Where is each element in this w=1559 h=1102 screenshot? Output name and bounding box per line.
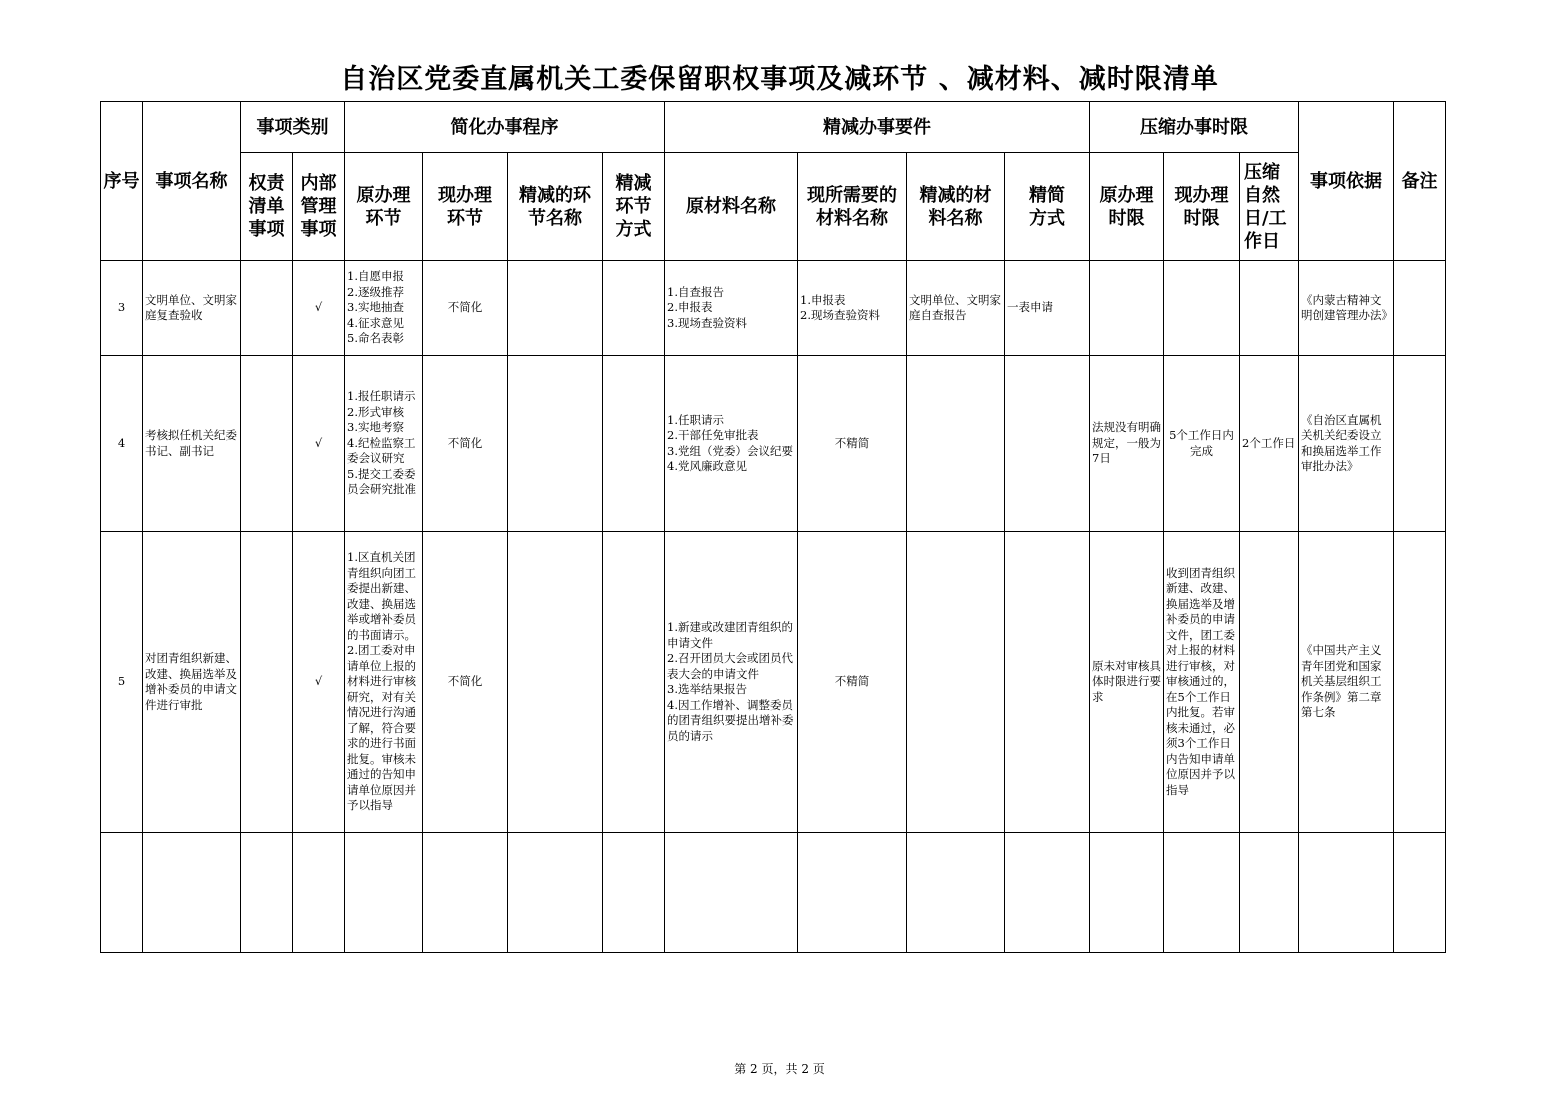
empty-cell: [603, 833, 665, 953]
group-reduce-header: 精减办事要件: [665, 102, 1090, 153]
empty-cell: [1164, 833, 1240, 953]
col-orig-steps-header: 原办理环节: [345, 153, 423, 261]
cell-seq: 3: [101, 261, 143, 356]
col-remark-header: 备注: [1394, 102, 1446, 261]
cell-basis: 《中国共产主义青年团党和国家机关基层组织工作条例》第二章第七条: [1299, 532, 1394, 833]
cell-cut-materials: 文明单位、文明家庭自查报告: [907, 261, 1005, 356]
table-row: [101, 356, 1446, 532]
cell-cut-steps: [508, 356, 603, 532]
cell-compress-days: [1240, 261, 1299, 356]
cell-orig-materials: 1.任职请示 2.干部任免审批表 3.党组（党委）会议纪要 4.党风廉政意见: [665, 356, 798, 532]
cell-remark: [1394, 356, 1446, 532]
cell-cut-steps: [508, 261, 603, 356]
cell-cut-materials: [907, 356, 1005, 532]
table-row: [101, 532, 1446, 833]
col-simplify-method-header: 精简方式: [1005, 153, 1090, 261]
reform-list-table: [100, 101, 1446, 953]
cell-internal: √: [293, 261, 345, 356]
col-cur-time-header: 现办理时限: [1164, 153, 1240, 261]
cell-cur-materials: 1.申报表 2.现场查验资料: [798, 261, 907, 356]
cell-cur-time: 5个工作日内完成: [1164, 356, 1240, 532]
cell-compress-days: 2个工作日: [1240, 356, 1299, 532]
empty-cell: [423, 833, 508, 953]
cell-simplify-method: 一表申请: [1005, 261, 1090, 356]
empty-cell: [665, 833, 798, 953]
cell-orig-time: 原未对审核具体时限进行要求: [1090, 532, 1164, 833]
empty-cell: [143, 833, 241, 953]
col-cur-materials-header: 现所需要的材料名称: [798, 153, 907, 261]
col-orig-time-header: 原办理时限: [1090, 153, 1164, 261]
cell-orig-time: 法规没有明确规定，一般为7日: [1090, 356, 1164, 532]
empty-cell: [1299, 833, 1394, 953]
empty-cell: [1090, 833, 1164, 953]
cell-name: 对团青组织新建、改建、换届选举及增补委员的申请文件进行审批: [143, 532, 241, 833]
cell-basis: 《自治区直属机关机关纪委设立和换届选举工作审批办法》: [1299, 356, 1394, 532]
cell-cut-materials: [907, 532, 1005, 833]
col-name-header: 事项名称: [143, 102, 241, 261]
cell-orig-time: [1090, 261, 1164, 356]
col-basis-header: 事项依据: [1299, 102, 1394, 261]
empty-cell: [345, 833, 423, 953]
empty-cell: [1005, 833, 1090, 953]
cell-simplify-method: [1005, 356, 1090, 532]
empty-cell: [508, 833, 603, 953]
header-row-2: [101, 153, 1446, 261]
empty-cell: [798, 833, 907, 953]
cell-cur-time: [1164, 261, 1240, 356]
cell-cut-method: [603, 356, 665, 532]
col-cut-materials-header: 精减的材料名称: [907, 153, 1005, 261]
cell-orig-steps: 1.报任职请示 2.形式审核 3.实地考察 4.纪检监察工委会议研究 5.提交工委委员会研究批准: [345, 356, 423, 532]
cell-internal: √: [293, 532, 345, 833]
col-seq-header: 序号: [101, 102, 143, 261]
cell-cut-steps: [508, 532, 603, 833]
cell-power-list: [241, 261, 293, 356]
group-compress-header: 压缩办事时限: [1090, 102, 1299, 153]
empty-cell: [101, 833, 143, 953]
cell-cut-method: [603, 532, 665, 833]
empty-cell: [1240, 833, 1299, 953]
cell-orig-steps: 1.自愿申报 2.逐级推荐 3.实地抽查 4.征求意见 5.命名表彰: [345, 261, 423, 356]
col-power-list-header: 权责清单事项: [241, 153, 293, 261]
cell-basis: 《内蒙古精神文明创建管理办法》: [1299, 261, 1394, 356]
empty-cell: [907, 833, 1005, 953]
table-row: [101, 261, 1446, 356]
cell-seq: 5: [101, 532, 143, 833]
empty-cell: [1394, 833, 1446, 953]
col-cut-steps-header: 精减的环节名称: [508, 153, 603, 261]
header-row-1: [101, 102, 1446, 153]
col-cur-steps-header: 现办理环节: [423, 153, 508, 261]
cell-cut-method: [603, 261, 665, 356]
col-orig-materials-header: 原材料名称: [665, 153, 798, 261]
empty-cell: [241, 833, 293, 953]
cell-cur-steps: 不简化: [423, 532, 508, 833]
group-simplify-header: 简化办事程序: [345, 102, 665, 153]
cell-cur-materials: 不精简: [798, 356, 907, 532]
cell-orig-materials: 1.新建或改建团青组织的申请文件 2.召开团员大会或团员代表大会的申请文件 3.选举结果报告 4.因工作增补、调整委员的团青组织要提出增补委员的请示: [665, 532, 798, 833]
col-internal-header: 内部管理事项: [293, 153, 345, 261]
group-category-header: 事项类别: [241, 102, 345, 153]
cell-remark: [1394, 532, 1446, 833]
cell-simplify-method: [1005, 532, 1090, 833]
cell-remark: [1394, 261, 1446, 356]
cell-orig-materials: 1.自查报告 2.申报表 3.现场查验资料: [665, 261, 798, 356]
empty-cell: [293, 833, 345, 953]
empty-table-row: [101, 833, 1446, 953]
col-compress-days-header: 压缩自然日/工作日: [1240, 153, 1299, 261]
cell-power-list: [241, 356, 293, 532]
cell-cur-steps: 不简化: [423, 261, 508, 356]
page-footer: 第 2 页，共 2 页: [734, 1062, 825, 1076]
cell-cur-steps: 不简化: [423, 356, 508, 532]
cell-cur-materials: 不精简: [798, 532, 907, 833]
cell-power-list: [241, 532, 293, 833]
cell-orig-steps: 1.区直机关团青组织向团工委提出新建、改建、换届选举或增补委员的书面请示。 2.团工委对申请单位上报的材料进行审核研究，对有关情况进行沟通了解，符合要求的进行书面批复。审核未通过的告知申请单位原因并予以指导: [345, 532, 423, 833]
cell-compress-days: [1240, 532, 1299, 833]
col-cut-method-header: 精减环节方式: [603, 153, 665, 261]
page-title: 自治区党委直属机关工委保留职权事项及减环节 、减材料、减时限清单: [340, 64, 1219, 95]
cell-name: 考核拟任机关纪委书记、副书记: [143, 356, 241, 532]
cell-internal: √: [293, 356, 345, 532]
cell-cur-time: 收到团青组织新建、改建、换届选举及增补委员的申请文件，团工委对上报的材料进行审核，对审核通过的，在5个工作日内批复。若审核未通过，必须3个工作日内告知申请单位原因并予以指导: [1164, 532, 1240, 833]
cell-name: 文明单位、文明家庭复查验收: [143, 261, 241, 356]
cell-seq: 4: [101, 356, 143, 532]
